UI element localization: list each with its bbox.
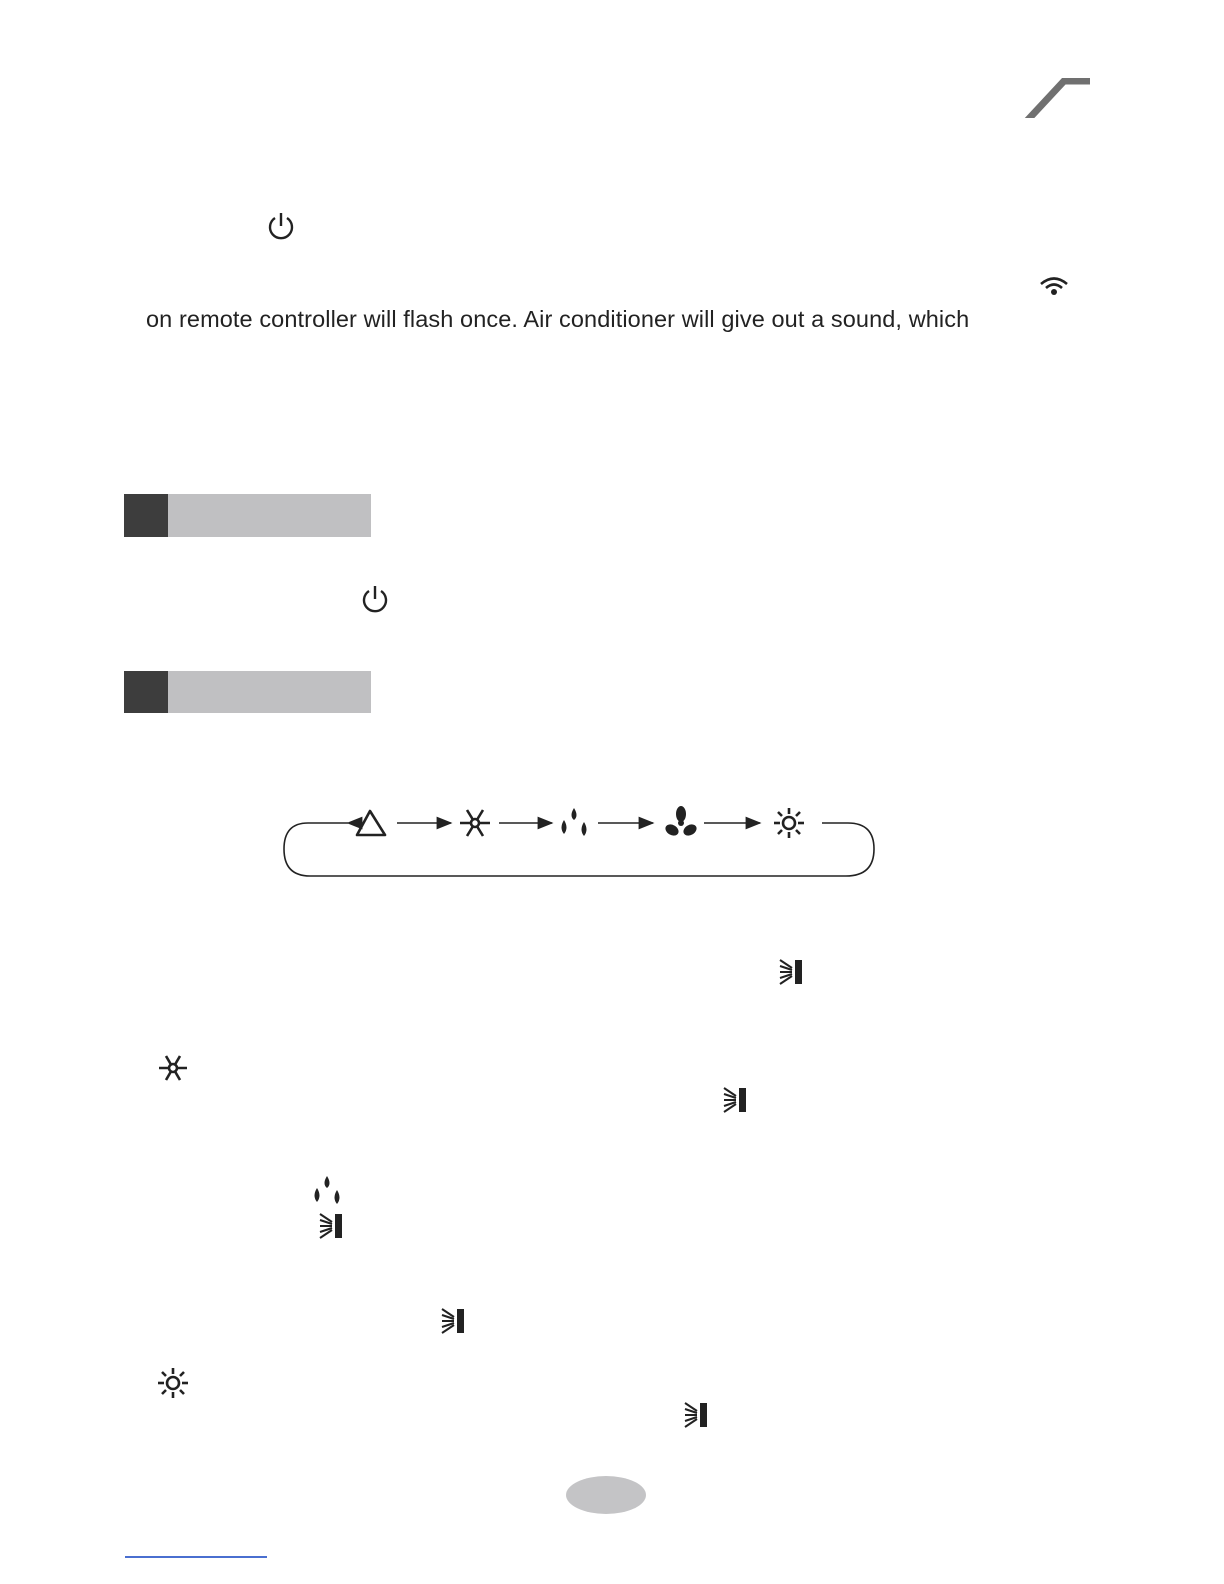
section-tab-2	[124, 671, 371, 713]
page-number-badge	[566, 1476, 646, 1514]
power-icon	[265, 210, 297, 242]
swing-icon	[318, 1212, 344, 1240]
power-icon	[359, 583, 391, 615]
sun-icon	[156, 1366, 190, 1400]
cycle-loop	[284, 823, 874, 876]
swing-icon	[683, 1401, 709, 1429]
swing-icon	[778, 958, 804, 986]
droplets-icon	[313, 1176, 343, 1206]
droplets-icon	[562, 808, 587, 836]
swing-icon	[440, 1307, 466, 1335]
section-tab-bar	[168, 494, 371, 537]
fan-icon	[663, 806, 698, 838]
section-tab-1	[124, 494, 371, 537]
snowflake-icon	[158, 1053, 188, 1083]
header-rule	[124, 78, 1090, 118]
signal-icon	[1038, 276, 1070, 296]
sun-icon	[774, 808, 804, 838]
section-tab-bar	[168, 671, 371, 713]
footer-link[interactable]	[125, 1556, 267, 1558]
mode-cycle-diagram	[280, 802, 880, 882]
section-tab-marker	[124, 671, 168, 713]
paragraph-line: on remote controller will flash once. Air conditioner will give out a sound, which	[146, 306, 970, 332]
swing-icon	[722, 1086, 748, 1114]
section-tab-marker	[124, 494, 168, 537]
snowflake-icon	[460, 810, 490, 836]
auto-mode-icon	[357, 811, 385, 835]
